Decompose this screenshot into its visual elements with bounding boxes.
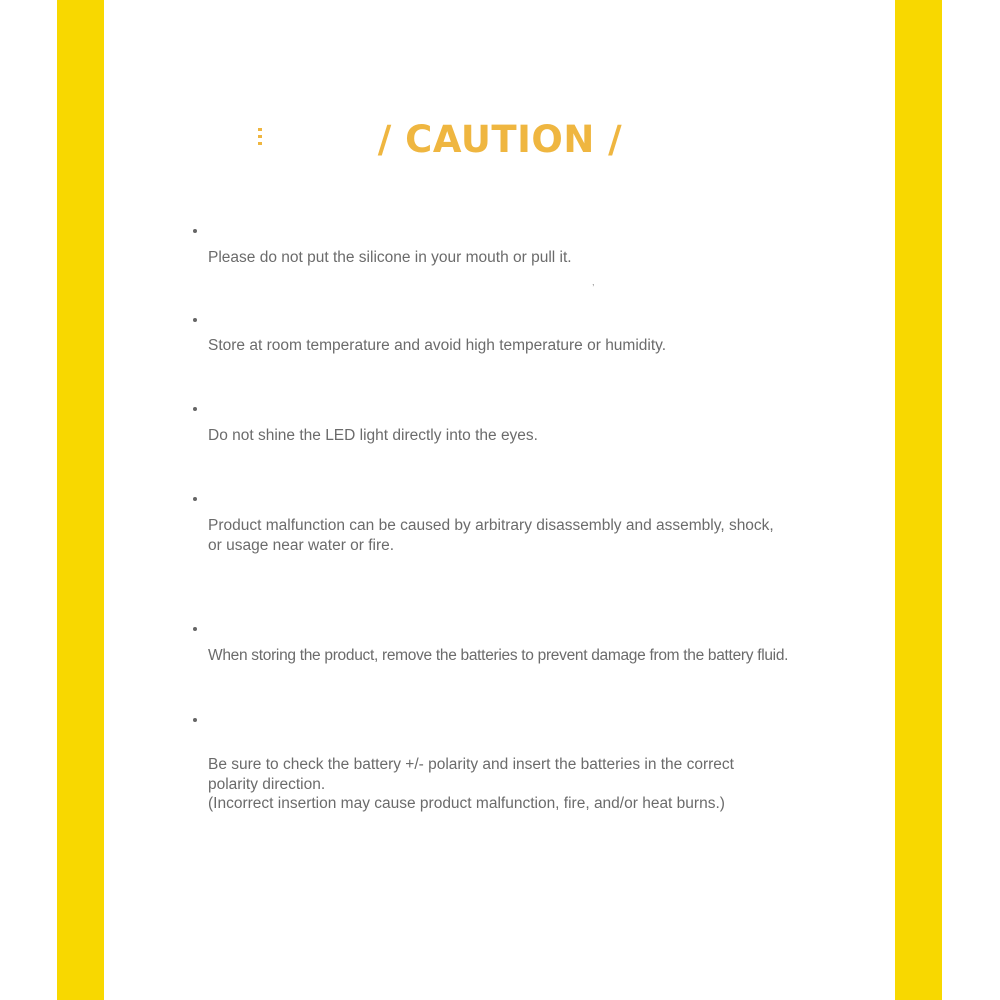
- bullet-dot: [193, 407, 197, 411]
- caution-item-6: Be sure to check the battery +/- polarity and insert the batteries in the correct polarity direction. (Incorrect insertion may cause product malfunction, fire, and/or heat burns.): [208, 756, 734, 812]
- caution-item-2: Store at room temperature and avoid high temperature or humidity.: [208, 337, 667, 354]
- bullet-dot: [193, 318, 197, 322]
- bullet-dot: [193, 627, 197, 631]
- stray-mark: ,: [592, 277, 595, 287]
- bullet-dot: [193, 229, 197, 233]
- caution-item-5: When storing the product, remove the batteries to prevent damage from the battery fluid.: [208, 647, 789, 664]
- bullet-dot: [193, 718, 197, 722]
- caution-title: / CAUTION /: [377, 118, 623, 161]
- caution-item-4: Product malfunction can be caused by arbitrary disassembly and assembly, shock, or usage near water or fire.: [208, 517, 774, 554]
- caution-item-1: Please do not put the silicone in your mouth or pull it.: [208, 249, 572, 266]
- bullet-dot: [193, 497, 197, 501]
- caution-item-3: Do not shine the LED light directly into the eyes.: [208, 427, 538, 444]
